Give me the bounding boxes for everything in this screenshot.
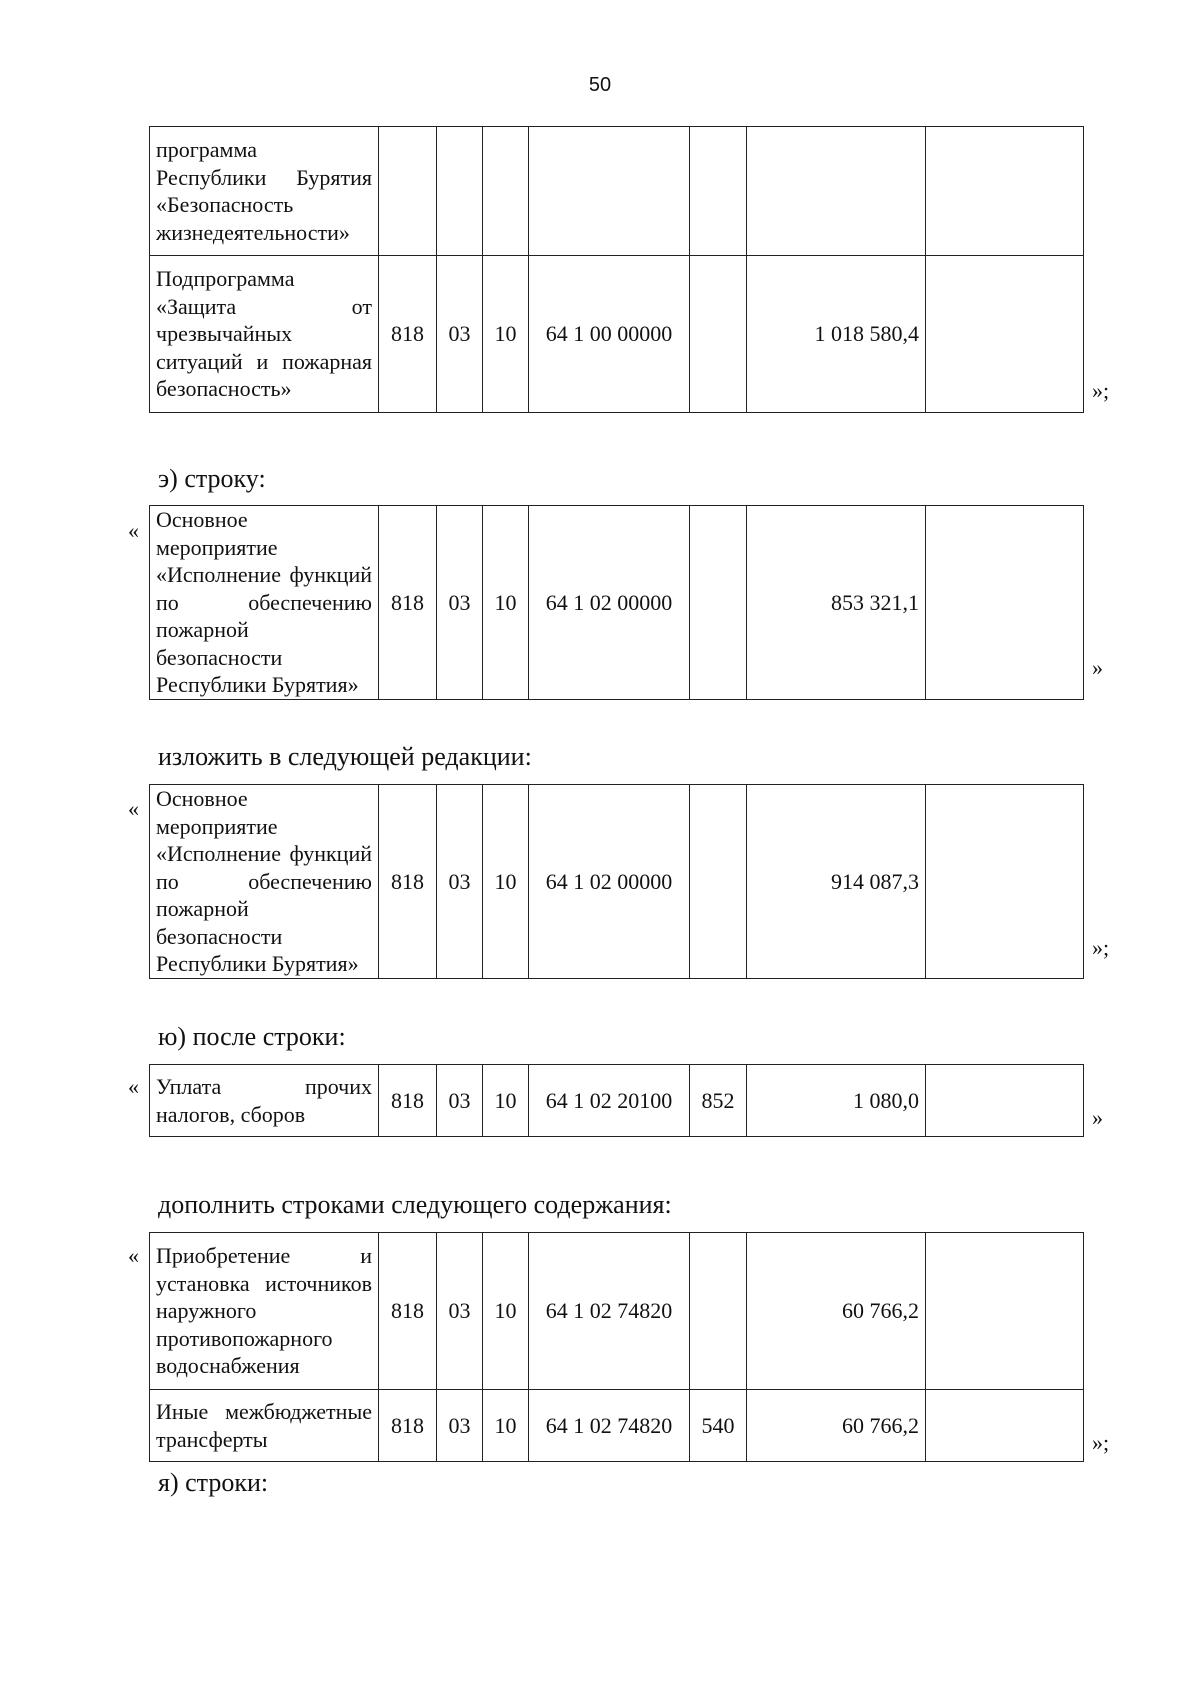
expense-type bbox=[690, 785, 747, 979]
open-quote: « bbox=[128, 1243, 139, 1268]
budget-table-top bbox=[149, 126, 1084, 413]
ministry-code: 818 bbox=[379, 785, 437, 979]
close-quote: »; bbox=[1092, 935, 1110, 960]
close-quote: »; bbox=[1092, 1430, 1110, 1455]
target-code bbox=[529, 127, 690, 256]
target-code: 64 1 02 20100 bbox=[529, 1065, 690, 1137]
instruction-ya: я) строки: bbox=[158, 1468, 269, 1497]
extra-cell bbox=[926, 1065, 1084, 1137]
section-code: 03 bbox=[437, 506, 483, 700]
amount: 60 766,2 bbox=[747, 1390, 926, 1462]
instruction-yu: ю) после строки: bbox=[158, 1022, 346, 1051]
close-quote: »; bbox=[1092, 378, 1110, 403]
budget-table-e-new bbox=[149, 784, 1084, 979]
budget-table-yu bbox=[149, 1064, 1084, 1137]
section-code: 03 bbox=[437, 1390, 483, 1462]
table-row bbox=[150, 506, 1084, 700]
table-row bbox=[150, 1390, 1084, 1462]
section-code: 03 bbox=[437, 256, 483, 413]
expense-type bbox=[690, 256, 747, 413]
row-name: Иные межбюджетные трансферты bbox=[150, 1390, 379, 1462]
ministry-code: 818 bbox=[379, 256, 437, 413]
target-code: 64 1 02 00000 bbox=[529, 506, 690, 700]
instruction-e: э) строку: bbox=[158, 464, 266, 493]
row-name: Основное мероприятие «Исполнение функций по обеспечению пожарной безопасности Республики Бурятия» bbox=[150, 506, 379, 700]
ministry-code: 818 bbox=[379, 1065, 437, 1137]
ministry-code bbox=[379, 127, 437, 256]
subsection-code: 10 bbox=[483, 256, 529, 413]
open-quote: « bbox=[128, 518, 139, 543]
target-code: 64 1 02 74820 bbox=[529, 1233, 690, 1390]
subsection-code: 10 bbox=[483, 785, 529, 979]
row-name: Подпрограмма «Защита от чрезвычайных ситуаций и пожарная безопасность» bbox=[150, 256, 379, 413]
table-row bbox=[150, 256, 1084, 413]
expense-type bbox=[690, 506, 747, 700]
section-code: 03 bbox=[437, 1233, 483, 1390]
extra-cell bbox=[926, 785, 1084, 979]
extra-cell bbox=[926, 1390, 1084, 1462]
instruction-new-wording: изложить в следующей редакции: bbox=[158, 742, 532, 771]
extra-cell bbox=[926, 127, 1084, 256]
section-code bbox=[437, 127, 483, 256]
ministry-code: 818 bbox=[379, 1390, 437, 1462]
extra-cell bbox=[926, 1233, 1084, 1390]
amount: 60 766,2 bbox=[747, 1233, 926, 1390]
subsection-code bbox=[483, 127, 529, 256]
amount: 914 087,3 bbox=[747, 785, 926, 979]
row-name: программа Республики Бурятия «Безопасность жизнедеятельности» bbox=[150, 127, 379, 256]
table-row bbox=[150, 785, 1084, 979]
amount: 1 018 580,4 bbox=[747, 256, 926, 413]
open-quote: « bbox=[128, 796, 139, 821]
section-code: 03 bbox=[437, 1065, 483, 1137]
subsection-code: 10 bbox=[483, 1065, 529, 1137]
section-code: 03 bbox=[437, 785, 483, 979]
expense-type bbox=[690, 1233, 747, 1390]
ministry-code: 818 bbox=[379, 506, 437, 700]
budget-table-e bbox=[149, 505, 1084, 700]
instruction-add-rows: дополнить строками следующего содержания: bbox=[158, 1190, 672, 1219]
extra-cell bbox=[926, 256, 1084, 413]
table-row bbox=[150, 127, 1084, 256]
row-name: Основное мероприятие «Исполнение функций по обеспечению пожарной безопасности Республики Бурятия» bbox=[150, 785, 379, 979]
subsection-code: 10 bbox=[483, 1233, 529, 1390]
target-code: 64 1 02 00000 bbox=[529, 785, 690, 979]
ministry-code: 818 bbox=[379, 1233, 437, 1390]
amount: 853 321,1 bbox=[747, 506, 926, 700]
expense-type: 852 bbox=[690, 1065, 747, 1137]
expense-type bbox=[690, 127, 747, 256]
budget-table-add bbox=[149, 1232, 1084, 1462]
row-name: Уплата прочих налогов, сборов bbox=[150, 1065, 379, 1137]
subsection-code: 10 bbox=[483, 506, 529, 700]
target-code: 64 1 02 74820 bbox=[529, 1390, 690, 1462]
table-row bbox=[150, 1065, 1084, 1137]
subsection-code: 10 bbox=[483, 1390, 529, 1462]
close-quote: » bbox=[1092, 655, 1103, 680]
table-row bbox=[150, 1233, 1084, 1390]
expense-type: 540 bbox=[690, 1390, 747, 1462]
open-quote: « bbox=[128, 1074, 139, 1099]
page-number: 50 bbox=[588, 74, 612, 96]
target-code: 64 1 00 00000 bbox=[529, 256, 690, 413]
close-quote: » bbox=[1092, 1105, 1103, 1130]
extra-cell bbox=[926, 506, 1084, 700]
row-name: Приобретение и установка источников наружного противопожарного водоснабжения bbox=[150, 1233, 379, 1390]
amount: 1 080,0 bbox=[747, 1065, 926, 1137]
amount bbox=[747, 127, 926, 256]
